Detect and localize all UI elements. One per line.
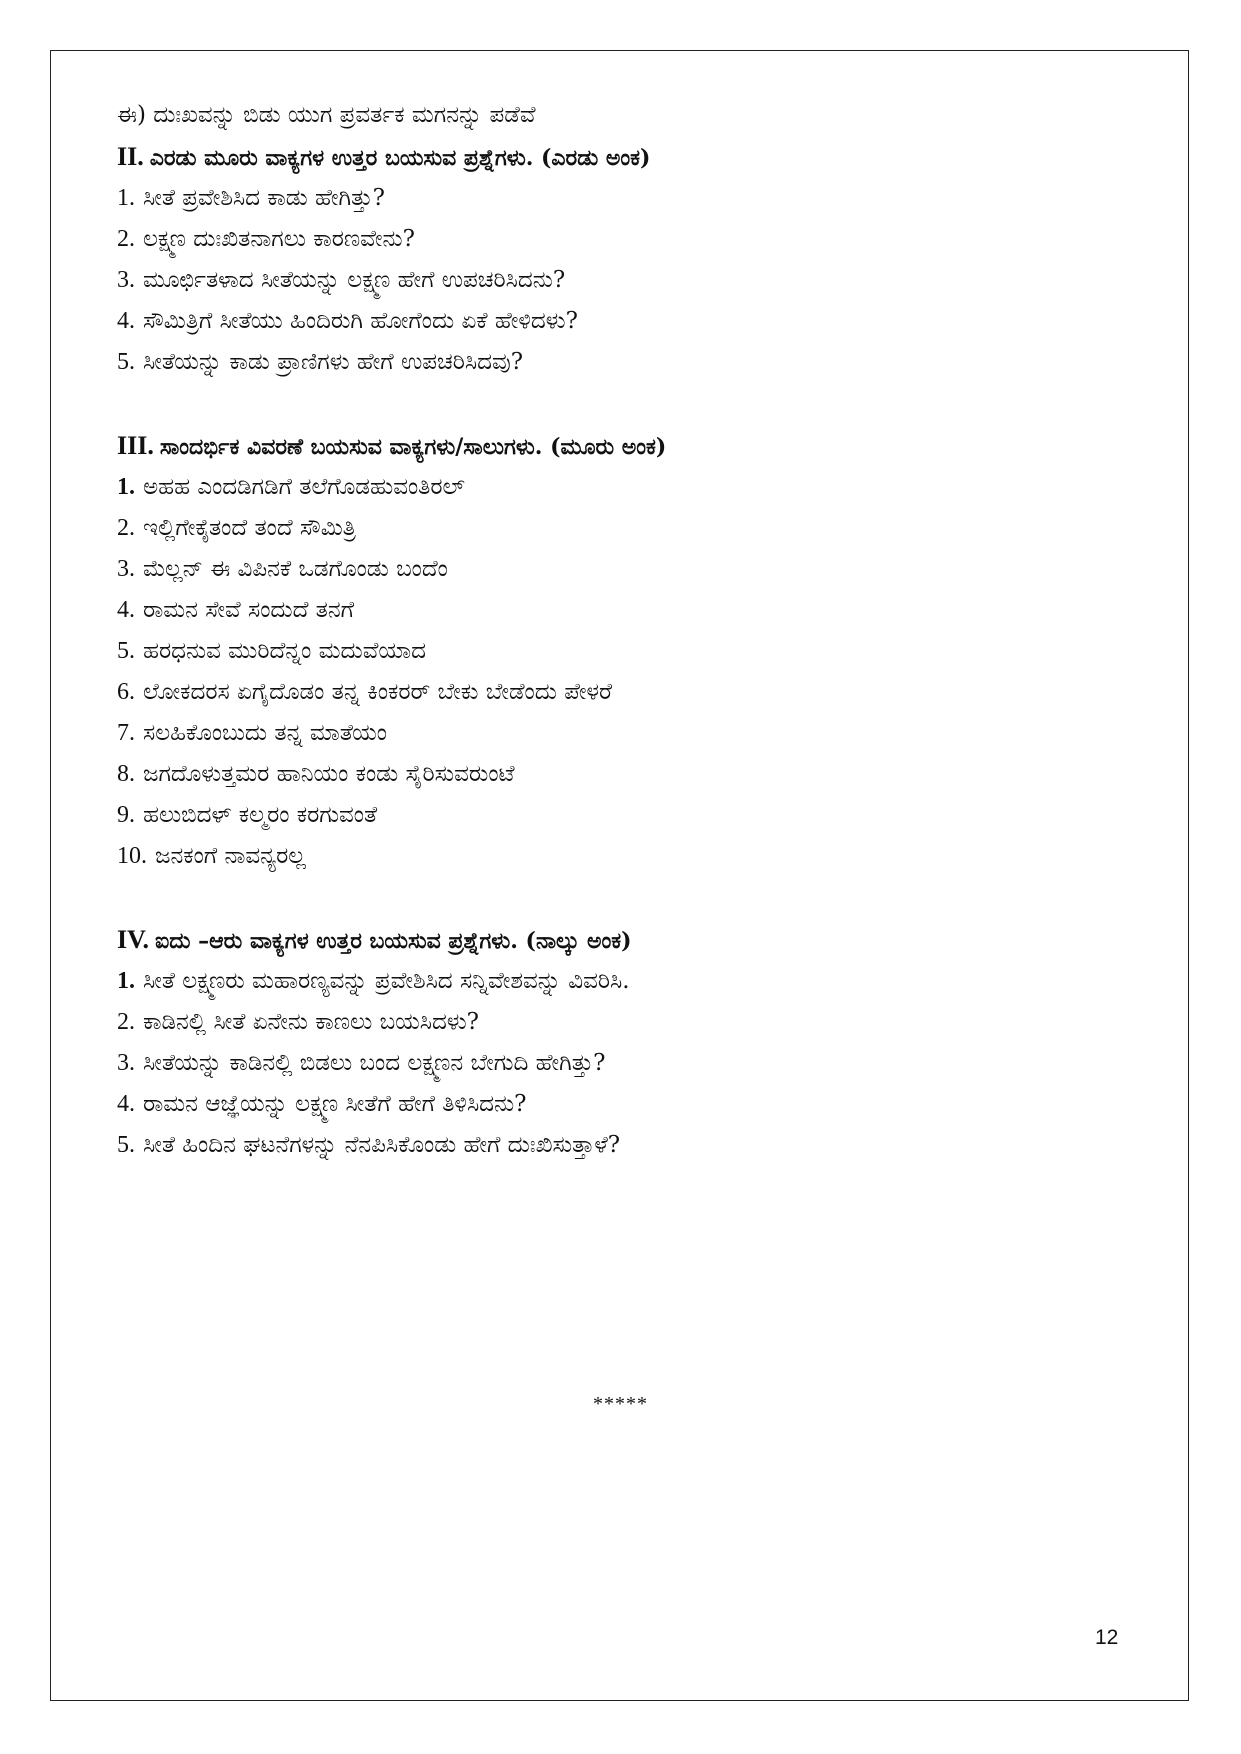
question-text: ಸೀತೆ ಪ್ರವೇಶಿಸಿದ ಕಾಡು ಹೇಗಿತ್ತು? [143,185,385,211]
question-text: ರಾಮನ ಆಜ್ಞೆಯನ್ನು ಲಕ್ಷ್ಮಣ ಸೀತೆಗೆ ಹೇಗೆ ತಿಳಿಸಿದನು? [143,1091,527,1117]
question-number: 1. [117,185,135,211]
section-heading-iii [117,425,1117,467]
quote-item [117,672,1117,713]
quote-item [117,549,1117,590]
quote-number: 1. [117,474,135,500]
question-text: ಸೀತೆ ಲಕ್ಷ್ಮಣರು ಮಹಾರಣ್ಯವನ್ನು ಪ್ರವೇಶಿಸಿದ ಸನ್ನಿವೇಶವನ್ನು ವಿವರಿಸಿ. [143,968,630,994]
quote-number: 9. [117,802,135,828]
quote-text: ಲೋಕದರಸ ಏಗೈದೊಡಂ ತನ್ನ ಕಿಂಕರರ್ ಬೇಕು ಬೇಡೆಂದು ಪೇಳರೆ [143,679,613,705]
question-item [117,961,1117,1002]
end-separator: ***** [593,1393,648,1415]
quote-item [117,836,1117,877]
quote-number: 2. [117,515,135,541]
quote-text: ಹರಧನುವ ಮುರಿದೆನ್ನಂ ಮದುವೆಯಾದ [143,638,426,664]
quote-number: 8. [117,761,135,787]
question-text: ಲಕ್ಷ್ಮಣ ದುಃಖಿತನಾಗಲು ಕಾರಣವೇನು? [143,226,415,252]
section-roman-numeral: IV. [117,925,150,954]
quote-item [117,467,1117,508]
question-number: 4. [117,308,135,334]
question-number: 5. [117,349,135,375]
document-content [117,95,1117,1166]
quote-text: ಮೆಲ್ಲನ್ ಈ ವಿಪಿನಕೆ ಒಡಗೊಂಡು ಬಂದೆಂ [143,556,448,582]
quote-item [117,508,1117,549]
section-title: ಎರಡು ಮೂರು ವಾಕ್ಯಗಳ ಉತ್ತರ ಬಯಸುವ ಪ್ರಶ್ನೆಗಳು. (ಎರಡು ಅಂಕ) [149,145,651,171]
question-item [117,1043,1117,1084]
question-number: 5. [117,1132,135,1158]
question-item [117,301,1117,342]
intro-line: ಈ) ದುಃಖವನ್ನು ಬಿಡು ಯುಗ ಪ್ರವರ್ತಕ ಮಗನನ್ನು ಪಡೆವೆ [117,102,536,128]
quote-text: ಹಲುಬಿದಳ್ ಕಲ್ಮರಂ ಕರಗುವಂತೆ [143,802,378,828]
quote-number: 5. [117,638,135,664]
quote-number: 7. [117,720,135,746]
question-item [117,1084,1117,1125]
section-heading-ii [117,136,1117,178]
quote-item [117,590,1117,631]
quote-item [117,631,1117,672]
question-item [117,1002,1117,1043]
quote-item [117,795,1117,836]
question-text: ಕಾಡಿನಲ್ಲಿ ಸೀತೆ ಏನೇನು ಕಾಣಲು ಬಯಸಿದಳು? [143,1009,479,1035]
section-heading-iv [117,919,1117,961]
quote-text: ಸಲಹಿಕೊಂಬುದು ತನ್ನ ಮಾತೆಯಂ [143,720,388,746]
question-text: ಸೀತೆ ಹಿಂದಿನ ಘಟನೆಗಳನ್ನು ನೆನಪಿಸಿಕೊಂಡು ಹೇಗೆ ದುಃಖಿಸುತ್ತಾಳೆ? [143,1132,621,1158]
section-spacer [117,383,1117,425]
quote-text: ರಾಮನ ಸೇವೆ ಸಂದುದೆ ತನಗೆ [143,597,355,623]
question-item [117,219,1117,260]
quote-number: 10. [117,843,147,869]
question-text: ಮೂರ್ಛಿತಳಾದ ಸೀತೆಯನ್ನು ಲಕ್ಷ್ಮಣ ಹೇಗೆ ಉಪಚರಿಸಿದನು? [143,267,566,293]
quote-number: 3. [117,556,135,582]
question-number: 3. [117,1050,135,1076]
question-item [117,178,1117,219]
section-title: ಐದು –ಆರು ವಾಕ್ಯಗಳ ಉತ್ತರ ಬಯಸುವ ಪ್ರಶ್ನೆಗಳು. (ನಾಲ್ಕು ಅಂಕ) [155,928,632,954]
section-title: ಸಾಂದರ್ಭಿಕ ವಿವರಣೆ ಬಯಸುವ ವಾಕ್ಯಗಳು/ಸಾಲುಗಳು. (ಮೂರು ಅಂಕ) [159,434,667,460]
section-roman-numeral: II. [117,142,144,171]
question-item [117,342,1117,383]
quote-item [117,713,1117,754]
question-text: ಸೌಮಿತ್ರಿಗೆ ಸೀತೆಯು ಹಿಂದಿರುಗಿ ಹೋಗೆಂದು ಏಕೆ ಹೇಳಿದಳು? [143,308,578,334]
question-item [117,1125,1117,1166]
quote-number: 4. [117,597,135,623]
question-number: 2. [117,1009,135,1035]
quote-text: ಜಗದೊಳುತ್ತಮರ ಹಾನಿಯಂ ಕಂಡು ಸೈರಿಸುವರುಂಟೆ [143,761,515,787]
question-text: ಸೀತೆಯನ್ನು ಕಾಡಿನಲ್ಲಿ ಬಿಡಲು ಬಂದ ಲಕ್ಷ್ಮಣನ ಬೇಗುದಿ ಹೇಗಿತ್ತು? [143,1050,606,1076]
section-spacer [117,877,1117,919]
question-number: 1. [117,968,135,994]
section-roman-numeral: III. [117,431,154,460]
question-number: 3. [117,267,135,293]
quote-text: ಇಲ್ಲಿಗೇಕೈತಂದೆ ತಂದೆ ಸೌಮಿತ್ರಿ [143,515,356,541]
quote-number: 6. [117,679,135,705]
question-number: 4. [117,1091,135,1117]
question-item [117,260,1117,301]
question-number: 2. [117,226,135,252]
quote-text: ಜನಕಂಗೆ ನಾವನ್ಯರಲ್ಲ [155,843,306,869]
quote-item [117,754,1117,795]
question-text: ಸೀತೆಯನ್ನು ಕಾಡು ಪ್ರಾಣಿಗಳು ಹೇಗೆ ಉಪಚರಿಸಿದವು? [143,349,524,375]
quote-text: ಅಹಹ ಎಂದಡಿಗಡಿಗೆ ತಲೆಗೊಡಹುವಂತಿರಲ್ [143,474,465,500]
page-number: 12 [1095,1626,1119,1649]
